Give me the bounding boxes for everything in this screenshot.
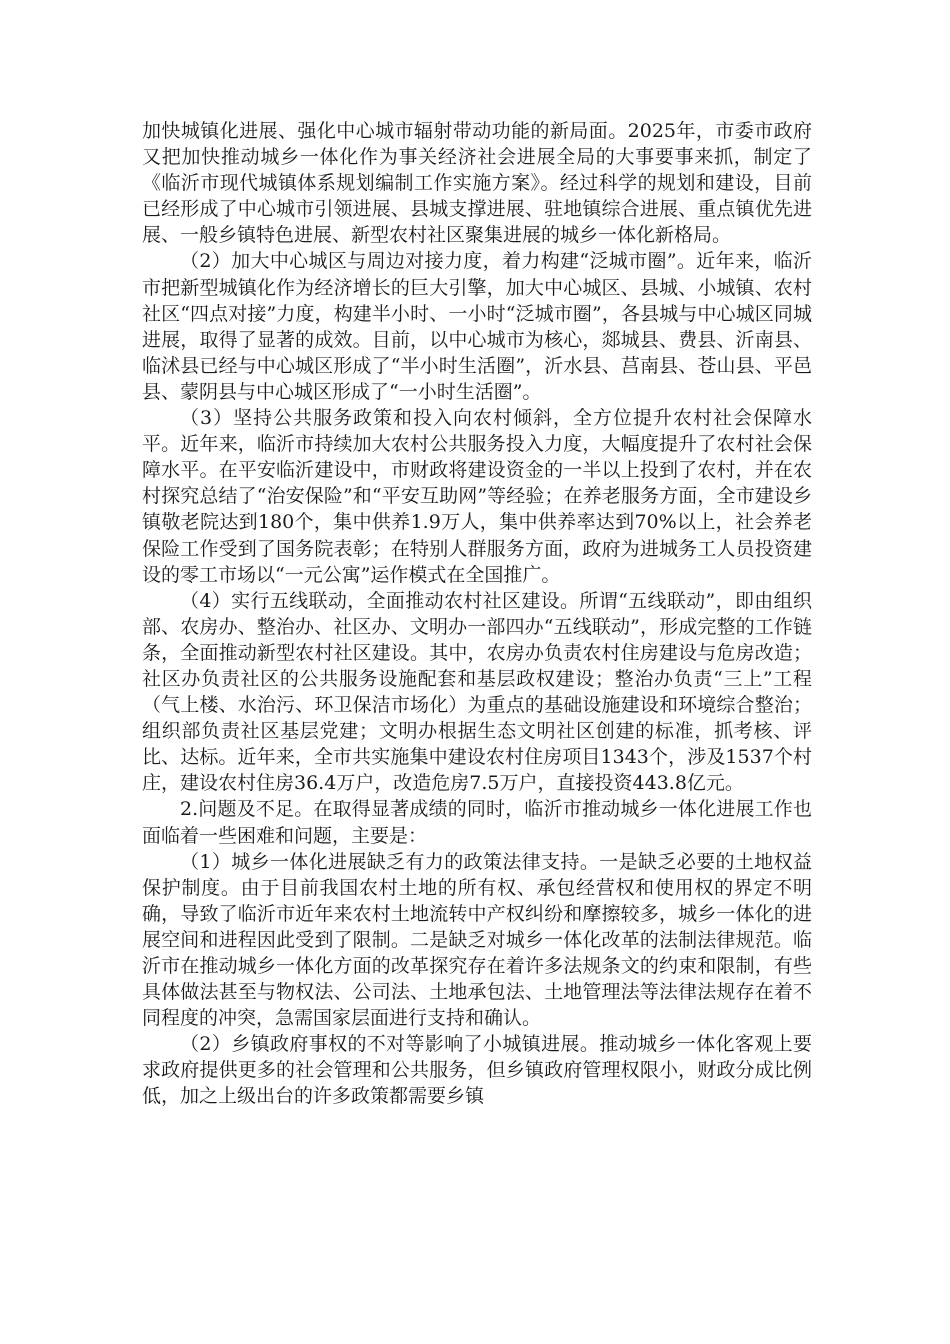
body-paragraph: （3）坚持公共服务政策和投入向农村倾斜，全方位提升农村社会保障水平。近年来，临沂市持续加大农村公共服务投入力度，大幅度提升了农村社会保障水平。在平安临沂建设中，市财政将建设资金的一半以上投到了农村，并在农村探究总结了“治安保险”和“平安互助网”等经验；在养老服务方面，全市建设乡镇敬老院达到180个，集中供养1.9万人，集中供养率达到70%以上，社会养老保险工作受到了国务院表彰；在特别人群服务方面，政府为进城务工人员投资建设的零工市场以“一元公寓”运作模式在全国推广。 bbox=[142, 407, 812, 586]
body-paragraph: 加快城镇化进展、强化中心城市辐射带动功能的新局面。2025年，市委市政府又把加快推动城乡一体化作为事关经济社会进展全局的大事要事来抓，制定了《临沂市现代城镇体系规划编制工作实施方案》。经过科学的规划和建设，目前已经形成了中心城市引领进展、县城支撑进展、驻地镇综合进展、重点镇优先进展、一般乡镇特色进展、新型农村社区聚集进展的城乡一体化新格局。 bbox=[142, 120, 812, 247]
body-paragraph: （1）城乡一体化进展缺乏有力的政策法律支持。一是缺乏必要的土地权益保护制度。由于目前我国农村土地的所有权、承包经营权和使用权的界定不明确，导致了临沂市近年来农村土地流转中产权纠纷和摩擦较多，城乡一体化的进展空间和进程因此受到了限制。二是缺乏对城乡一体化改革的法制法律规范。临沂市在推动城乡一体化方面的改革探究存在着许多法规条文的约束和限制，有些具体做法甚至与物权法、公司法、土地承包法、土地管理法等法律法规存在着不同程度的冲突，急需国家层面进行支持和确认。 bbox=[142, 850, 812, 1030]
body-paragraph: （2）加大中心城区与周边对接力度，着力构建“泛城市圈”。近年来，临沂市把新型城镇化作为经济增长的巨大引擎，加大中心城区、县城、小城镇、农村社区“四点对接”力度，构建半小时、一小时“泛城市圈”，各县城与中心城区同城进展，取得了显著的成效。目前，以中心城市为核心，郯城县、费县、沂南县、临沭县已经与中心城区形成了“半小时生活圈”，沂水县、莒南县、苍山县、平邑县、蒙阴县与中心城区形成了“一小时生活圈”。 bbox=[142, 250, 812, 403]
body-paragraph: 2.问题及不足。在取得显著成绩的同时，临沂市推动城乡一体化进展工作也面临着一些困难和问题，主要是： bbox=[142, 798, 812, 847]
body-paragraph: （4）实行五线联动，全面推动农村社区建设。所谓“五线联动”，即由组织部、农房办、整治办、社区办、文明办一部四办“五线联动”，形成完整的工作链条，全面推动新型农村社区建设。其中，农房办负责农村住房建设与危房改造；社区办负责社区的公共服务设施配套和基层政权建设；整治办负责“三上”工程（气上楼、水治污、环卫保洁市场化）为重点的基础设施建设和环境综合整治；组织部负责社区基层党建；文明办根据生态文明社区创建的标准，抓考核、评比、达标。近年来，全市共实施集中建设农村住房项目1343个，涉及1537个村庄，建设农村住房36.4万户，改造危房7.5万户，直接投资443.8亿元。 bbox=[142, 589, 812, 795]
body-paragraph: （2）乡镇政府事权的不对等影响了小城镇进展。推动城乡一体化客观上要求政府提供更多的社会管理和公共服务，但乡镇政府管理权限小，财政分成比例低，加之上级出台的许多政策都需要乡镇 bbox=[142, 1033, 812, 1108]
document-body bbox=[142, 118, 812, 1110]
